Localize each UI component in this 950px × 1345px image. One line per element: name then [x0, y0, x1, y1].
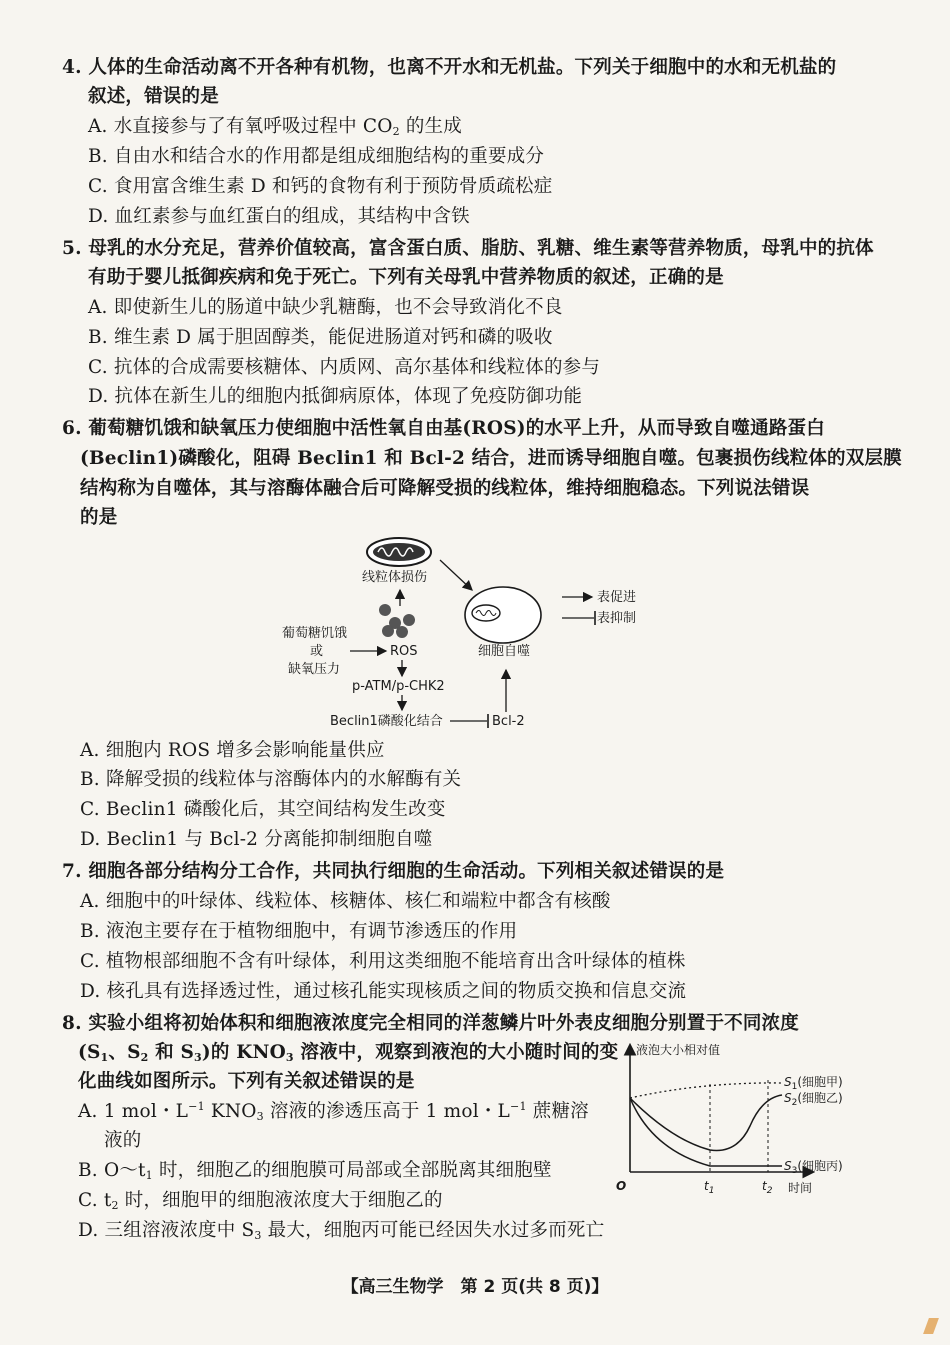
- q6-stem-line2: (Beclin1)磷酸化，阻碍 Beclin1 和 Bcl-2 结合，进而诱导细胞自噬。包裹损伤线粒体的双层膜: [80, 448, 902, 469]
- q5-option-d: D. 抗体在新生儿的细胞内抵御病原体，体现了免疫防御功能: [88, 386, 583, 407]
- legend-inhibit-label: 表抑制: [597, 611, 637, 626]
- autophagy-label: 细胞自噬: [478, 644, 531, 659]
- vacuole-size-graph: [612, 1040, 902, 1205]
- y-axis-label: 液泡大小相对值: [636, 1043, 721, 1057]
- hypoxia-label: 缺氧压力: [288, 662, 341, 677]
- q7-option-c: C. 植物根部细胞不含有叶绿体，利用这类细胞不能培育出含叶绿体的植株: [80, 951, 686, 972]
- q8-option-d: D. 三组溶液浓度中 $S_3$ 最大，细胞丙可能已经因失水过多而死亡: [78, 1220, 605, 1242]
- arrow-mito-to-autophagy: [440, 560, 472, 590]
- bcl2-label: Bcl-2: [492, 714, 525, 729]
- q7-option-d: D. 核孔具有选择透过性，通过核孔能实现核质之间的物质交换和信息交流: [80, 981, 687, 1002]
- q5-stem-line1: 5. 母乳的水分充足，营养价值较高，富含蛋白质、脂肪、乳糖、维生素等营养物质，母乳中的抗体: [62, 238, 874, 259]
- q8-option-a: A. 1 mol・$L^{-1}$ $KNO_3$ 溶液的渗透压高于 1 mol・$L^{-1}$ 蔗糖溶: [78, 1100, 589, 1123]
- q6-stem-line1: 6. 葡萄糖饥饿和缺氧压力使细胞中活性氧自由基(ROS)的水平上升，从而导致自噬通路蛋白: [62, 418, 825, 439]
- q6-option-b: B. 降解受损的线粒体与溶酶体内的水解酶有关: [80, 769, 462, 790]
- s2-curve: [630, 1095, 782, 1151]
- corner-mark: [923, 1318, 939, 1334]
- q6-option-d: D. Beclin1 与 Bcl-2 分离能抑制细胞自噬: [80, 829, 433, 850]
- q4-stem-line2: 叙述，错误的是: [88, 86, 219, 107]
- q4-option-b: B. 自由水和结合水的作用都是组成细胞结构的重要成分: [88, 146, 545, 167]
- q4-option-c: C. 食用富含维生素 D 和钙的食物有利于预防骨质疏松症: [88, 176, 553, 197]
- q5-option-b: B. 维生素 D 属于胆固醇类，能促进肠道对钙和磷的吸收: [88, 327, 553, 348]
- autophagosome-icon: [465, 587, 541, 643]
- s3-curve-label: $S_3$(细胞丙): [784, 1159, 843, 1176]
- mito-damage-label: 线粒体损伤: [362, 570, 428, 585]
- page-footer: 【高三生物学 第 2 页(共 8 页)】: [341, 1277, 609, 1297]
- q8-option-c: C. $t_2$ 时，细胞甲的细胞液浓度大于细胞乙的: [78, 1190, 443, 1212]
- q4-option-d: D. 血红素参与血红蛋白的组成，其结构中含铁: [88, 206, 470, 227]
- q5-stem-line2: 有助于婴儿抵御疾病和免于死亡。下列有关母乳中营养物质的叙述，正确的是: [88, 267, 724, 288]
- s2-curve-label: $S_2$(细胞乙): [784, 1091, 843, 1108]
- s1-curve: [630, 1083, 782, 1098]
- q6-stem-line4: 的是: [80, 507, 118, 528]
- q8-stem-line2: ($S_1$、$S_2$ 和 $S_3$)的 $KNO_3$ 溶液中，观察到液泡的大小随时间的变: [78, 1042, 619, 1064]
- t2-label: $t_2$: [762, 1179, 773, 1196]
- q6-option-a: A. 细胞内 ROS 增多会影响能量供应: [80, 740, 385, 761]
- q8-stem-line1: 8. 实验小组将初始体积和细胞液浓度完全相同的洋葱鳞片叶外表皮细胞分别置于不同浓度: [62, 1013, 799, 1034]
- t1-label: $t_1$: [704, 1179, 715, 1196]
- s3-curve: [630, 1098, 782, 1166]
- q8-option-b: B. $O\sim t_1$ 时，细胞乙的细胞膜可局部或全部脱离其细胞壁: [78, 1160, 552, 1182]
- q6-stem-line3: 结构称为自噬体，其与溶酶体融合后可降解受损的线粒体，维持细胞稳态。下列说法错误: [80, 478, 810, 499]
- q5-option-a: A. 即使新生儿的肠道中缺少乳糖酶，也不会导致消化不良: [88, 297, 563, 318]
- q5-option-c: C. 抗体的合成需要核糖体、内质网、高尔基体和线粒体的参与: [88, 357, 601, 378]
- q4-option-a: A. 水直接参与了有氧呼吸过程中 $CO_2$ 的生成: [88, 116, 463, 138]
- glucose-starvation-label: 葡萄糖饥饿: [282, 626, 348, 641]
- q8-option-a-line2: 液的: [104, 1130, 142, 1151]
- q6-option-c: C. Beclin1 磷酸化后，其空间结构发生改变: [80, 799, 446, 820]
- mitochondrion-icon: [367, 538, 431, 566]
- q7-option-a: A. 细胞中的叶绿体、线粒体、核糖体、核仁和端粒中都含有核酸: [80, 891, 611, 912]
- atm-chk2-label: p-ATM/p-CHK2: [352, 679, 445, 694]
- beclin-phosphorylation-label: Beclin1磷酸化结合: [330, 714, 443, 729]
- autophagy-pathway-diagram: [270, 530, 670, 735]
- ros-dots-icon: [379, 604, 415, 638]
- ros-label: ROS: [390, 644, 418, 659]
- s1-curve-label: $S_1$(细胞甲): [784, 1075, 843, 1092]
- q7-stem: 7. 细胞各部分结构分工合作，共同执行细胞的生命活动。下列相关叙述错误的是: [62, 861, 725, 882]
- origin-label: O: [616, 1179, 627, 1193]
- or-label: 或: [310, 644, 324, 659]
- q7-option-b: B. 液泡主要存在于植物细胞中，有调节渗透压的作用: [80, 921, 518, 942]
- x-axis-label: 时间: [788, 1181, 813, 1195]
- q8-stem-line3: 化曲线如图所示。下列有关叙述错误的是: [78, 1071, 415, 1092]
- legend-promote-label: 表促进: [597, 590, 637, 605]
- q4-stem-line1: 4. 人体的生命活动离不开各种有机物，也离不开水和无机盐。下列关于细胞中的水和无机盐的: [62, 57, 837, 78]
